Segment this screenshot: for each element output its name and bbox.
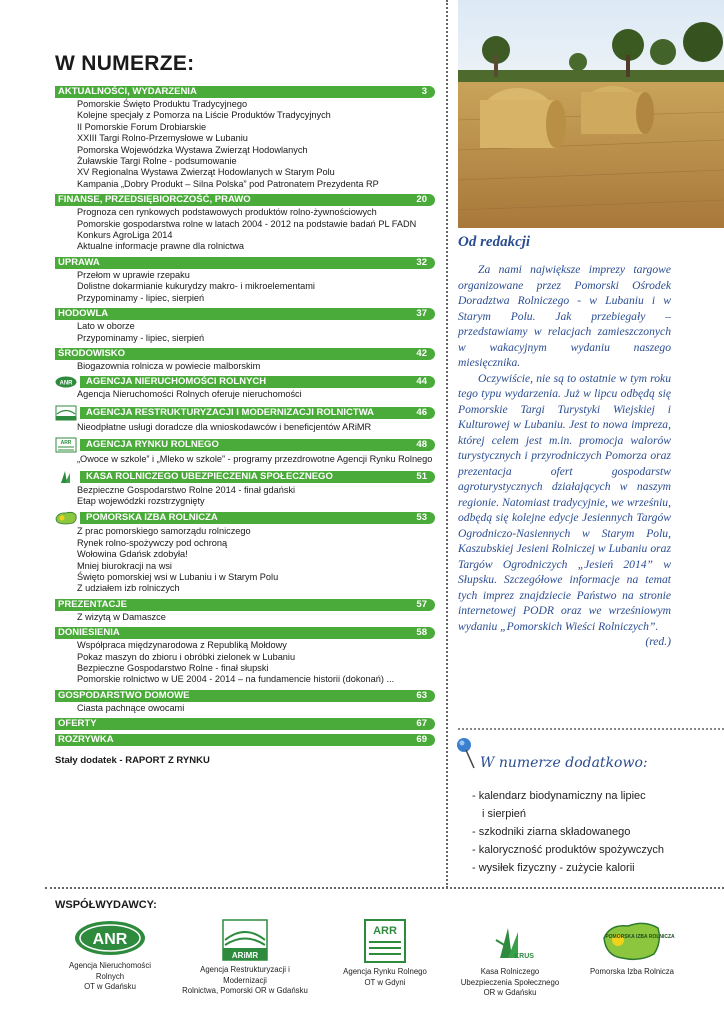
toc-item[interactable]: Konkurs AgroLiga 2014 [77, 230, 173, 241]
copublisher-office: OT w Gdańsku [84, 982, 136, 991]
section-page-number: 48 [416, 439, 427, 451]
section-header-bar[interactable] [55, 599, 435, 611]
section-page-number: 32 [416, 256, 427, 268]
copublisher-name: Kasa Rolniczego [480, 967, 540, 976]
anr-logo [73, 918, 147, 958]
svg-text:ARR: ARR [60, 440, 72, 447]
section-title: HODOWLA [58, 308, 109, 320]
copublisher-arimr [180, 918, 310, 997]
section-title: AGENCJA NIERUCHOMOŚCI ROLNYCH [86, 376, 267, 388]
section-header-bar[interactable] [55, 627, 435, 639]
section-title: AKTUALNOŚCI, WYDARZENIA [58, 86, 197, 97]
extra-insert-note: Stały dodatek - RAPORT Z RYNKU [55, 755, 210, 767]
toc-item[interactable]: Pomorskie Święto Produktu Tradycyjnego [77, 99, 248, 109]
section-header [55, 511, 435, 525]
copublisher-name: Agencja Restrukturyzacji i Modernizacji [200, 965, 290, 985]
svg-text:ANR: ANR [59, 380, 73, 387]
section-header [55, 437, 435, 453]
toc-section [55, 511, 435, 594]
table-of-contents [55, 86, 435, 750]
section-page-number: 42 [416, 347, 427, 359]
section-header-bar[interactable] [80, 407, 435, 419]
section-title: GOSPODARSTWO DOMOWE [58, 689, 190, 701]
section-items [55, 99, 435, 190]
footer-separator [45, 887, 724, 889]
toc-item[interactable]: Agencja Nieruchomości Rolnych oferuje nieruchomości [77, 389, 302, 400]
toc-section [55, 86, 435, 190]
section-header-bar[interactable] [55, 308, 435, 320]
toc-section [55, 690, 435, 714]
section-title: OFERTY [58, 718, 97, 730]
toc-item[interactable]: Przypominamy - lipiec, sierpień [77, 332, 205, 343]
hay-bales-photo [458, 0, 724, 228]
svg-text:ARR: ARR [373, 925, 397, 937]
section-separator [458, 728, 724, 730]
toc-item[interactable]: Z udziałem izb rolniczych [77, 583, 180, 594]
copublisher-office: Rolnictwa, Pomorski OR w Gdańsku [182, 986, 308, 995]
copublisher-pir [582, 918, 682, 978]
pushpin-icon [454, 736, 480, 772]
toc-section [55, 437, 435, 465]
section-header-bar[interactable] [80, 439, 435, 451]
copublisher-office: OT w Gdyni [364, 977, 406, 987]
section-page-number: 3 [421, 86, 427, 97]
additional-item: i sierpień [482, 808, 527, 820]
copublisher-office: OR w Gdańsku [483, 988, 537, 997]
section-header-bar[interactable] [55, 718, 435, 730]
section-title: POMORSKA IZBA ROLNICZA [86, 512, 218, 524]
toc-item[interactable]: Pomorskie gospodarstwa rolne w latach 2004 - 2012 na podstawie badań PL FADN [77, 218, 417, 229]
toc-item[interactable]: Lato w oborze [77, 321, 135, 332]
pir-logo-icon [55, 511, 77, 525]
toc-item[interactable]: Przypominamy - lipiec, sierpień [77, 292, 205, 303]
additional-content-list [472, 787, 664, 877]
arimr-logo-icon [55, 405, 77, 421]
section-title: UPRAWA [58, 256, 100, 268]
toc-section [55, 627, 435, 686]
section-header-bar[interactable] [55, 194, 435, 206]
toc-section [55, 718, 435, 730]
toc-item[interactable]: Z wizytą w Damaszce [77, 611, 166, 622]
toc-item[interactable]: Bezpieczne Gospodarstwo Rolne 2014 - finał gdański [77, 484, 296, 495]
section-page-number: 44 [416, 376, 427, 388]
svg-text:ANR: ANR [92, 931, 128, 948]
krus-logo-icon [55, 470, 77, 484]
anr-logo-icon [55, 376, 77, 388]
section-title: KASA ROLNICZEGO UBEZPIECZENIA SPOŁECZNEGO [86, 470, 333, 482]
additional-content-title: W numerze dodatkowo: [480, 755, 648, 771]
toc-item[interactable]: Przełom w uprawie rzepaku [77, 269, 190, 280]
toc-item[interactable]: Święto pomorskiej wsi w Lubaniu i w Starym Polu [77, 571, 279, 582]
section-items [55, 321, 435, 344]
section-page-number: 20 [416, 194, 427, 206]
toc-section [55, 376, 435, 400]
toc-item[interactable]: Nieodpłatne usługi doradcze dla wnioskodawców i beneficjentów ARiMR [77, 421, 372, 432]
copublisher-name: Pomorska Izba Rolnicza [589, 967, 675, 976]
section-items [55, 422, 435, 433]
section-title: FINANSE, PRZEDSIĘBIORCZOŚĆ, PRAWO [58, 194, 251, 206]
section-items [55, 361, 435, 372]
toc-item[interactable]: Prognoza cen rynkowych podstawowych produktów rolno-żywnościowych [77, 207, 377, 218]
krus-logo [488, 918, 532, 964]
toc-section [55, 734, 435, 746]
additional-item: - kalendarz biodynamiczny na lipiec [472, 790, 646, 802]
section-title: ROZRYWKA [58, 734, 114, 746]
toc-section [55, 470, 435, 508]
pir-logo [600, 918, 675, 964]
section-page-number: 53 [416, 512, 427, 524]
toc-item[interactable]: II Pomorskie Forum Drobiarskie [77, 121, 207, 132]
section-title: AGENCJA RESTRUKTURYZACJI I MODERNIZACJI ROLNICTWA [86, 406, 374, 418]
toc-item[interactable]: Pomorska Wojewódzka Wystawa Zwierząt Hodowlanych [77, 144, 308, 155]
toc-item[interactable]: Aktualne informacje prawne dla rolnictwa [77, 241, 244, 252]
section-items [55, 389, 435, 400]
editorial-body [458, 262, 671, 650]
toc-section [55, 405, 435, 433]
toc-item[interactable]: XV Regionalna Wystawa Zwierząt Hodowlanych w Starym Polu [77, 167, 335, 178]
toc-section [55, 308, 435, 344]
section-items [55, 526, 435, 594]
toc-item[interactable]: Bezpieczne Gospodarstwo Rolne - finał słupski [77, 663, 269, 673]
section-items [55, 612, 435, 623]
copublisher-krus [460, 918, 560, 999]
editorial-title: Od redakcji [458, 234, 531, 250]
additional-item: - szkodniki ziarna składowanego [472, 826, 631, 838]
section-header-bar[interactable] [55, 734, 435, 746]
svg-text:ARiMR: ARiMR [231, 951, 259, 960]
toc-item[interactable]: Żuławskie Targi Rolne - podsumowanie [77, 156, 237, 167]
toc-item[interactable]: Mniej biurokracji na wsi [77, 560, 172, 571]
section-items [55, 485, 435, 508]
toc-item[interactable]: Kolejne specjały z Pomorza na Liście Produktów Tradycyjnych [77, 110, 331, 121]
section-header [55, 405, 435, 421]
section-page-number: 37 [416, 308, 427, 320]
toc-item[interactable]: Biogazownia rolnicza w powiecie malborskim [77, 360, 261, 371]
toc-item[interactable]: Rynek rolno-spożywczy pod ochroną [77, 537, 228, 548]
section-items [55, 207, 435, 253]
toc-item[interactable]: Ciasta pachnące owocami [77, 702, 185, 713]
toc-item[interactable]: XXIII Targi Rolno-Przemysłowe w Lubaniu [77, 133, 248, 144]
section-items [55, 640, 435, 686]
toc-item[interactable]: Współpraca międzynarodowa z Republiką Mołdowy [77, 640, 287, 651]
toc-section [55, 348, 435, 372]
section-page-number: 46 [416, 406, 427, 418]
section-title: AGENCJA RYNKU ROLNEGO [86, 439, 219, 451]
toc-section [55, 599, 435, 623]
section-items [55, 270, 435, 304]
section-page-number: 69 [416, 734, 427, 746]
page-title: W NUMERZE: [55, 52, 195, 75]
editorial-paragraph: Za nami największe imprezy targowe organizowane przez Pomorski Ośrodek Doradztwa Rolniczego - w Lubaniu i w Starym Polu. Jak przebiegały – przedstawiamy w relacjach zamieszczonych w wakacyjnym wydaniu naszego miesięcznika. [458, 263, 671, 369]
additional-item: - wysiłek fizyczny - zużycie kalorii [472, 862, 635, 874]
section-page-number: 51 [416, 470, 427, 482]
toc-item[interactable]: „Owoce w szkole” i „Mleko w szkole” - programy przezdrowotne Agencji Rynku Rolnego [77, 454, 433, 465]
section-header [55, 376, 435, 388]
copublishers-title: WSPÓŁWYDAWCY: [55, 899, 157, 911]
toc-item[interactable]: Wołowina Gdańsk zdobyła! [77, 549, 188, 560]
copublisher-office: Ubezpieczenia Społecznego [460, 977, 560, 987]
section-page-number: 63 [416, 689, 427, 701]
toc-item[interactable]: Etap wojewódzki rozstrzygnięty [77, 495, 205, 506]
section-header-bar[interactable] [55, 86, 435, 98]
section-header-bar[interactable] [80, 512, 435, 524]
section-items [55, 454, 435, 465]
toc-item[interactable]: Pomorskie rolnictwo w UE 2004 - 2014 – na fundamencie historii (dokonań) ... [77, 674, 395, 685]
copublisher-name: Agencja Rynku Rolnego [343, 967, 427, 976]
column-divider [446, 0, 448, 888]
section-header-bar[interactable] [80, 376, 435, 388]
copublisher-arr [335, 918, 435, 988]
arr-logo [363, 918, 407, 964]
svg-text:KRUS: KRUS [514, 953, 534, 960]
copublisher-name: Agencja Nieruchomości Rolnych [69, 961, 151, 981]
additional-item: - kaloryczność produktów spożywczych [472, 844, 664, 856]
section-title: PREZENTACJE [58, 598, 127, 610]
copublisher-anr [60, 918, 160, 993]
toc-item[interactable]: Dolistne dokarmianie kukurydzy makro- i mikroelementami [77, 281, 315, 292]
toc-item[interactable]: Z prac pomorskiego samorządu rolniczego [77, 526, 251, 537]
section-page-number: 67 [416, 718, 427, 730]
section-title: ŚRODOWISKO [58, 347, 126, 359]
toc-item[interactable]: Kampania „Dobry Produkt – Silna Polska” pod Patronatem Prezydenta RP [77, 178, 379, 189]
editorial-paragraph: Oczywiście, nie są to ostatnie w tym roku tego typu wydarzenia. Już w lipcu odbędą się Pomorskie Targi Turystyki Wiejskiej i Kulturowej w Lubaniu. Jest to nowa impreza, której celem jest m.in. promocja walorów turystycznych i przyrodniczych Pomorza oraz prezentacja ofert gospodarstw agroturystycznych działających w naszym regionie. Natomiast tradycyjnie, we wrześniu, odbędą się kolejne edycje Jesiennych Targów Ogrodniczo-Nasiennych w Starym Polu, Kaszubskiej Jesieni Rolniczej w Lubaniu oraz Targów Ogrodniczych „Jesień 2014” w Słupsku. Szczegółowe informacje na temat tych imprez znajdziecie Państwo na stronie internetowej PODR oraz we wrześniowym wydaniu „Pomorskich Wieści Rolniczych”. [458, 371, 671, 633]
toc-section [55, 257, 435, 304]
section-header-bar[interactable] [55, 690, 435, 702]
section-header [55, 470, 435, 484]
section-header-bar[interactable] [55, 257, 435, 269]
section-page-number: 58 [416, 627, 427, 639]
toc-item[interactable]: Pokaz maszyn do zbioru i obróbki zielonek w Lubaniu [77, 651, 296, 662]
svg-text:POMORSKA IZBA ROLNICZA: POMORSKA IZBA ROLNICZA [605, 934, 675, 940]
section-page-number: 57 [416, 598, 427, 610]
arimr-logo [221, 918, 269, 962]
section-header-bar[interactable] [80, 471, 435, 483]
arr-logo-icon [55, 437, 77, 453]
section-title: DONIESIENIA [58, 627, 120, 639]
section-header-bar[interactable] [55, 348, 435, 360]
toc-section [55, 194, 435, 253]
editorial-signature: (red.) [645, 635, 671, 648]
section-items [55, 703, 435, 714]
